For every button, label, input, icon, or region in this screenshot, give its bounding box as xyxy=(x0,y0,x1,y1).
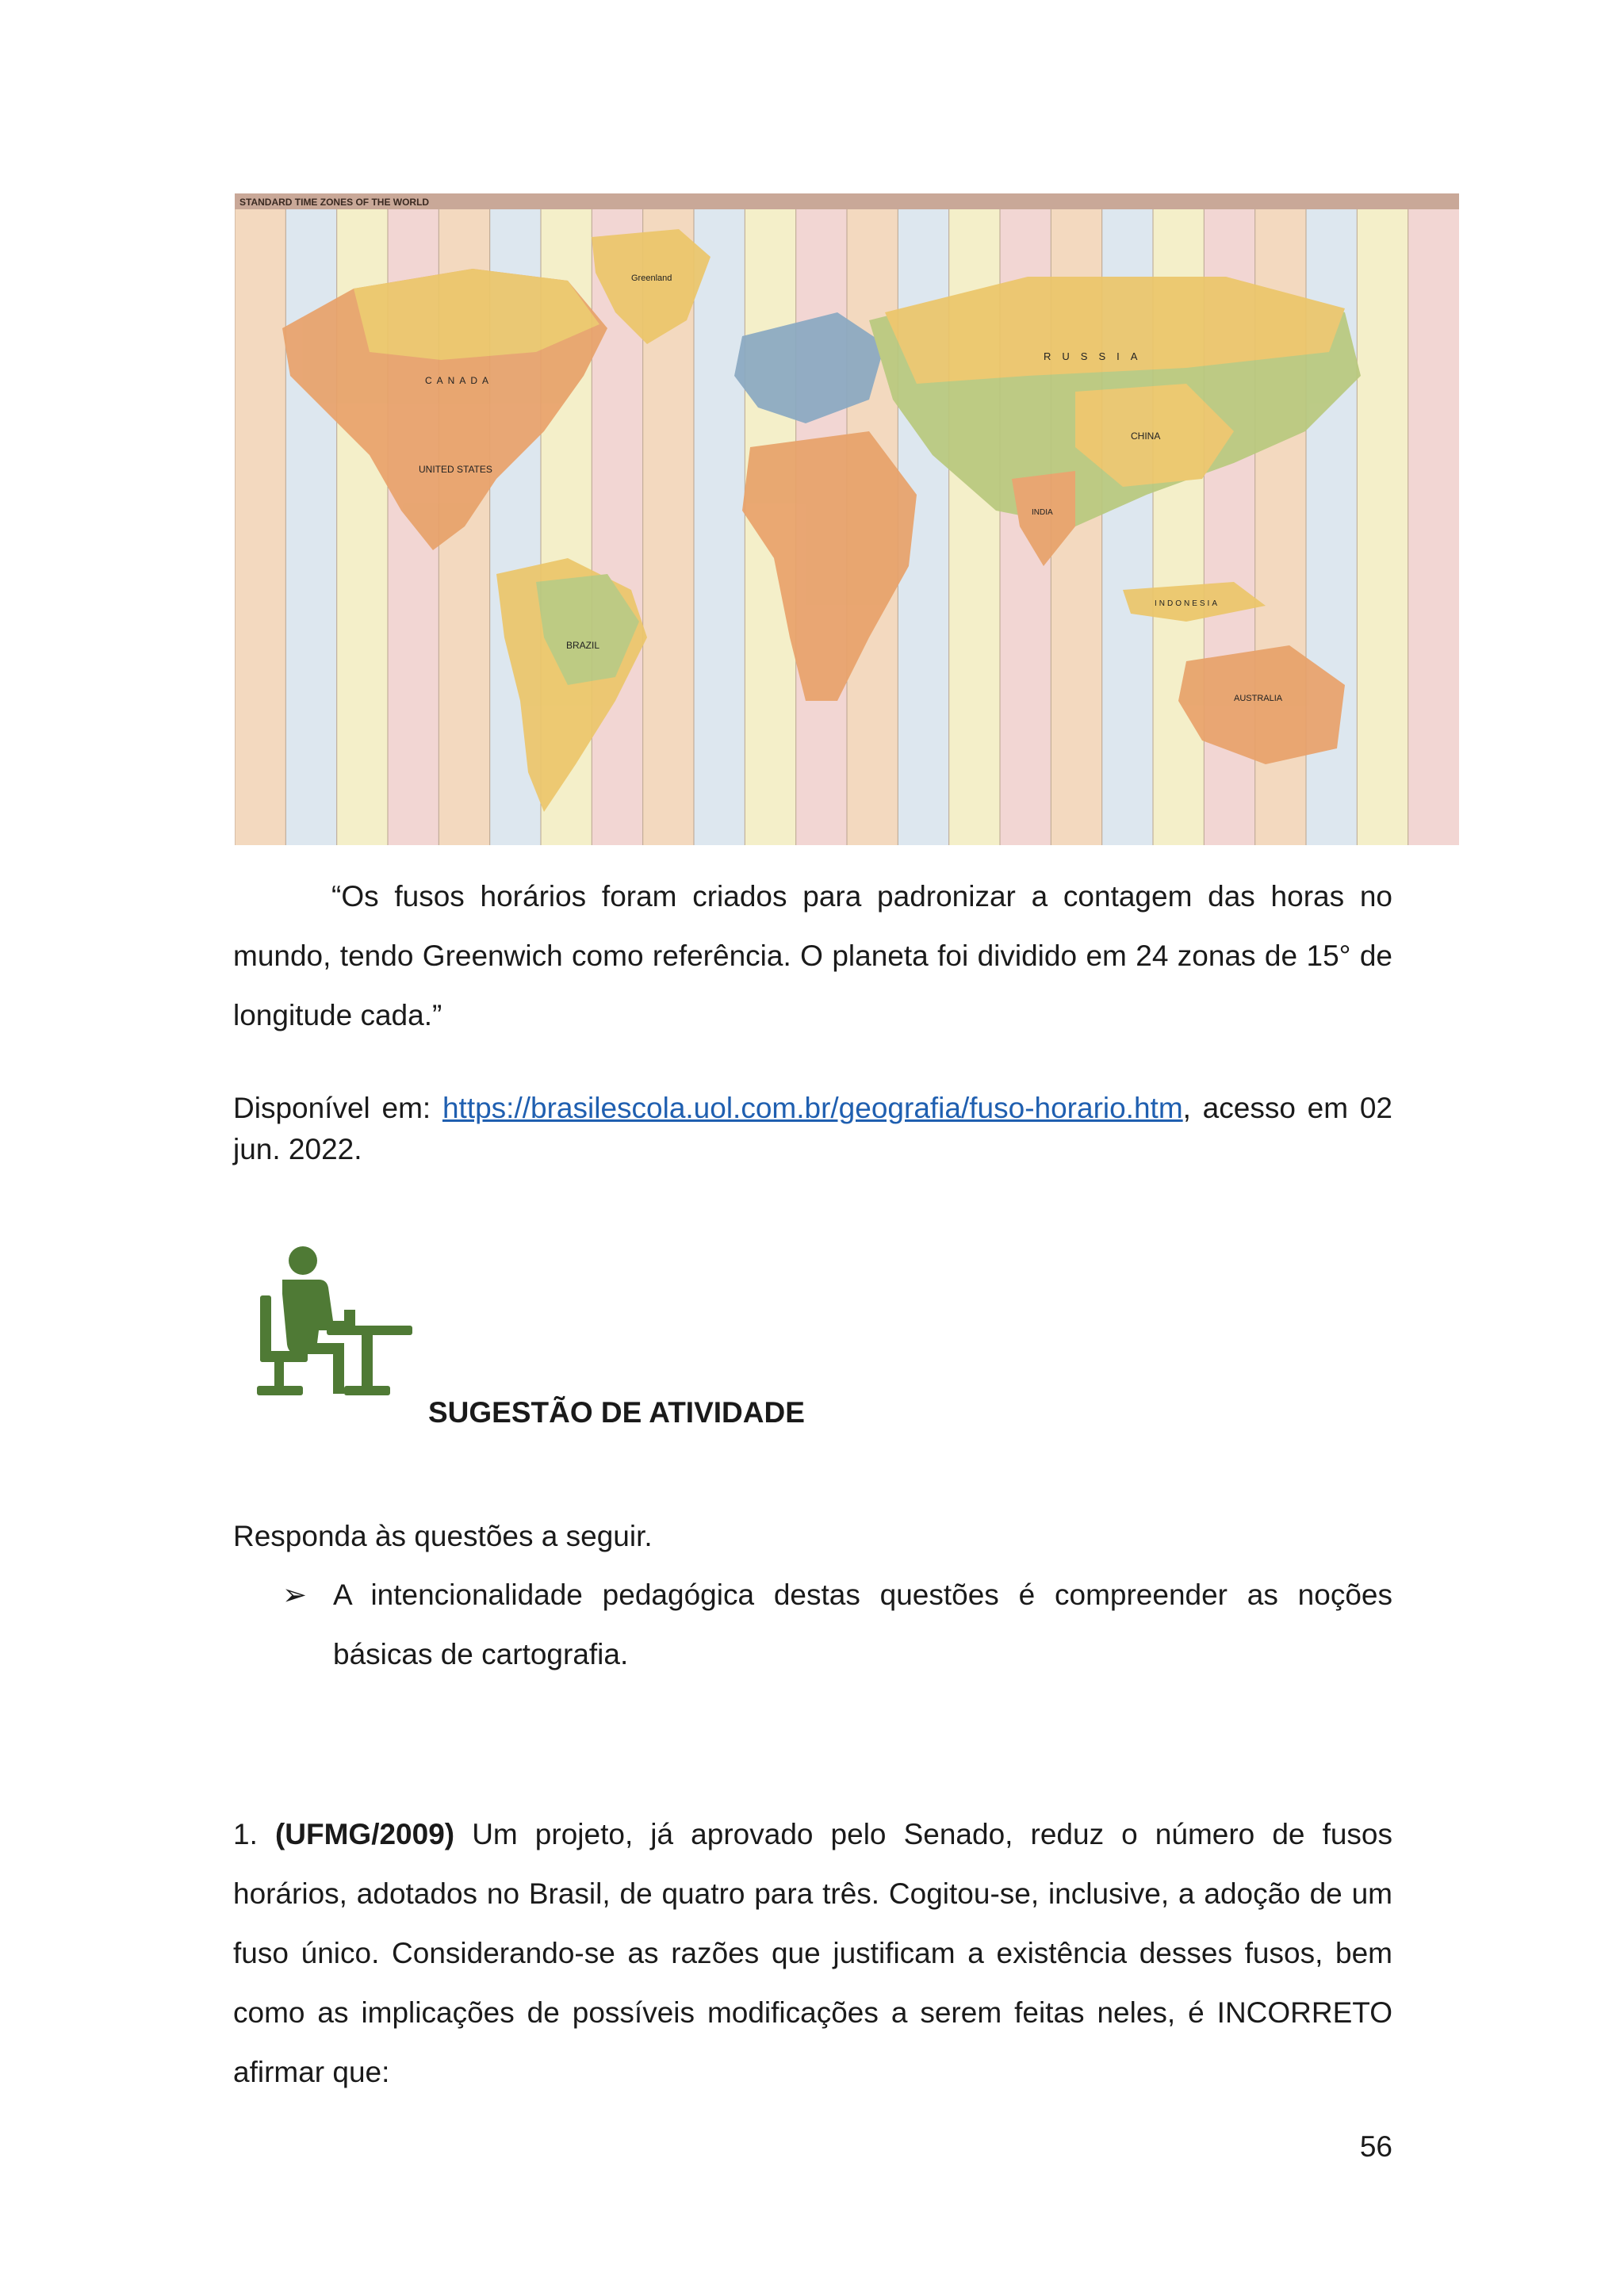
quote-text: “Os fusos horários foram criados para padronizar a contagem das horas no mundo, tendo Greenwich como referência. O planeta foi dividido em 24 zonas de 15° de longitude cada.” xyxy=(233,880,1392,1031)
question-text: Um projeto, já aprovado pelo Senado, reduz o número de fusos horários, adotados no Brasil, de quatro para três. Cogitou-se, inclusive, a adoção de um fuso único. Considerando-se as razões que justificam a existência desses fusos, bem como as implicações de possíveis modificações a serem feitas neles, é INCORRETO afirmar que: xyxy=(233,1818,1393,2088)
question-number: 1. xyxy=(233,1818,275,1850)
map-label-canada: CANADA xyxy=(425,375,494,386)
map-label-australia: AUSTRALIA xyxy=(1234,694,1283,703)
arrow-bullet-icon: ➢ xyxy=(282,1578,308,1611)
source-suffix: , acesso em 02 jun. 2022. xyxy=(233,1092,1392,1165)
person-at-desk-icon xyxy=(251,1246,412,1399)
map-label-china: CHINA xyxy=(1131,430,1161,442)
source-citation xyxy=(233,1088,1392,1170)
bullet-item xyxy=(282,1565,1392,1684)
activity-heading: SUGESTÃO DE ATIVIDADE xyxy=(428,1396,805,1429)
map-label-united-states: UNITED STATES xyxy=(419,464,492,475)
time-zone-band xyxy=(1357,209,1408,845)
bullet-text: A intencionalidade pedagógica destas questões é compreender as noções básicas de cartografia. xyxy=(333,1578,1392,1670)
question-source: (UFMG/2009) xyxy=(274,1818,455,1850)
time-zones-map xyxy=(235,193,1459,845)
instruction-text: Responda às questões a seguir. xyxy=(233,1520,653,1552)
map-title: STANDARD TIME ZONES OF THE WORLD xyxy=(239,197,430,208)
map-label-india: INDIA xyxy=(1032,508,1053,517)
time-zone-band xyxy=(694,209,745,845)
source-prefix: Disponível em: xyxy=(233,1092,442,1124)
quote-paragraph xyxy=(233,867,1392,1045)
map-label-brazil: BRAZIL xyxy=(566,640,600,651)
time-zone-band xyxy=(235,209,286,845)
time-zone-band xyxy=(1408,209,1459,845)
question-1 xyxy=(233,1804,1392,2102)
time-zones-map-svg xyxy=(235,193,1459,845)
map-label-indonesia: INDONESIA xyxy=(1155,599,1220,608)
page-number: 56 xyxy=(1359,2130,1392,2163)
map-label-russia: RUSSIA xyxy=(1044,350,1149,362)
map-label-greenland: Greenland xyxy=(631,274,672,283)
source-link[interactable]: https://brasilescola.uol.com.br/geografia/fuso-horario.htm xyxy=(442,1092,1183,1124)
